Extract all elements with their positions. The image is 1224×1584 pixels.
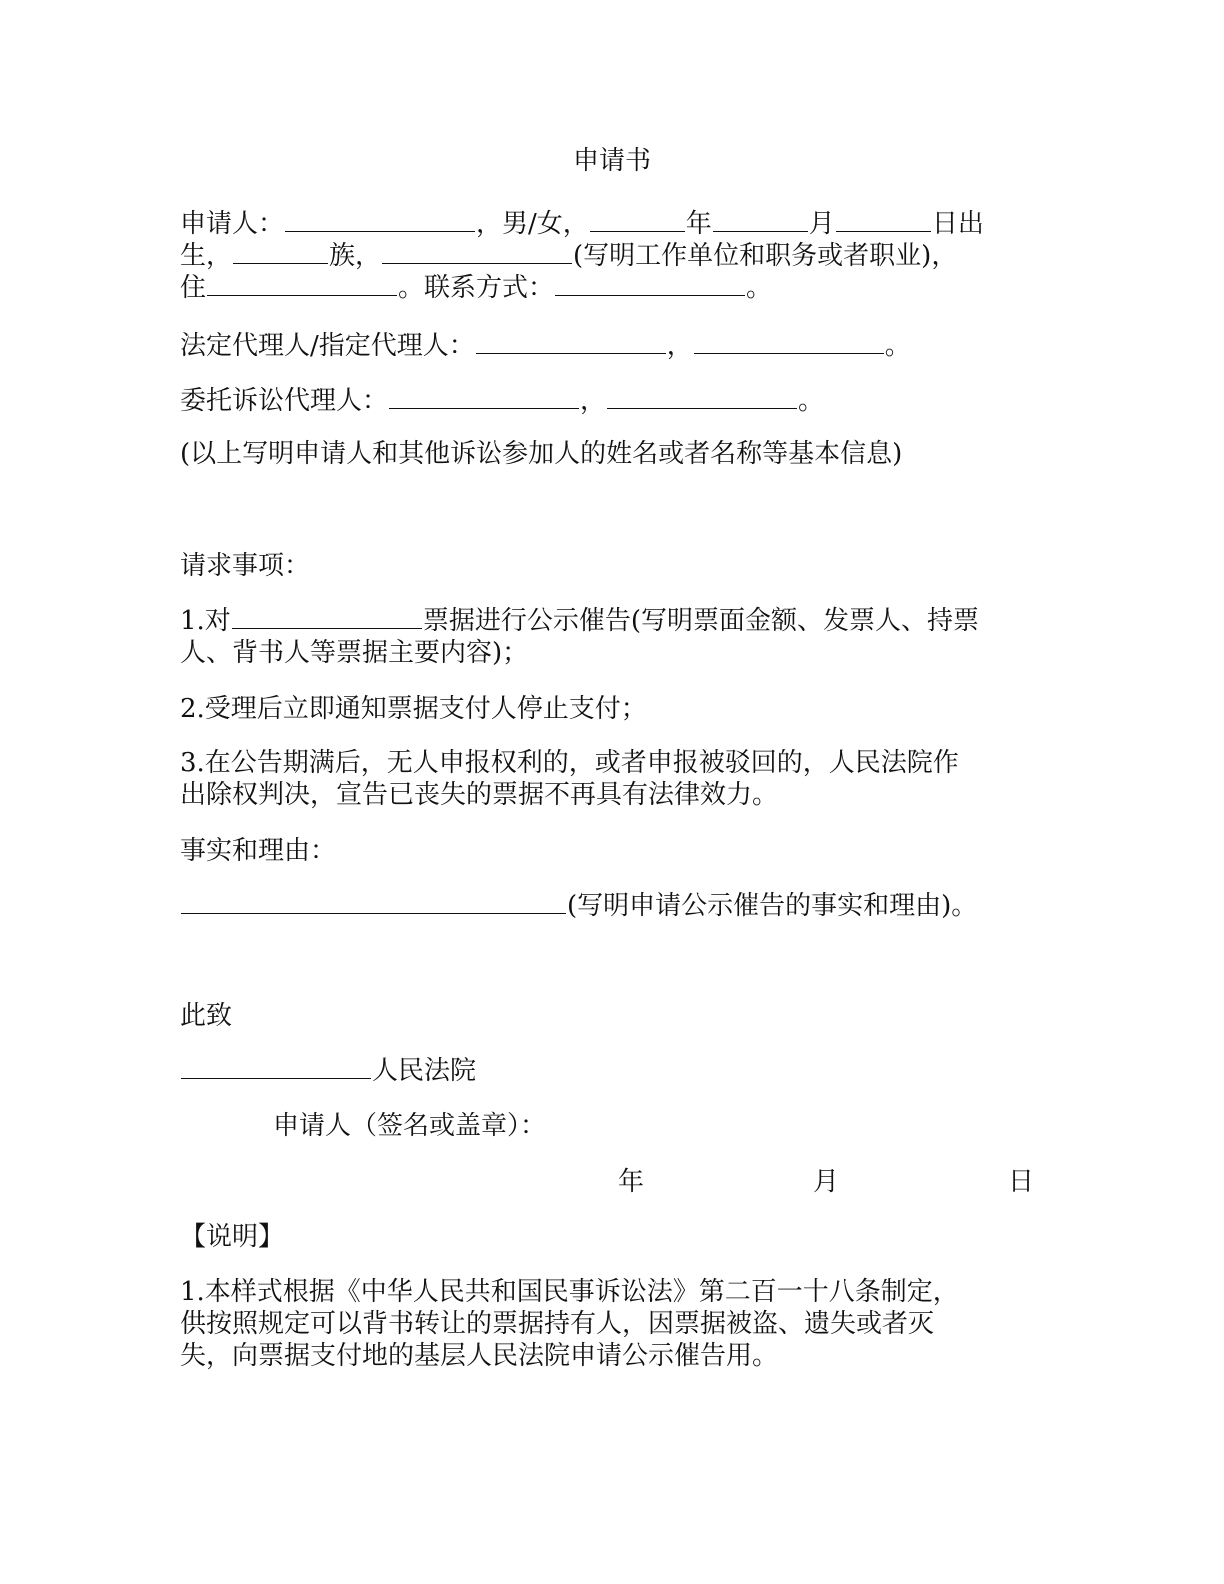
ethnicity-label: 族，	[329, 241, 382, 271]
applicant-name-blank[interactable]	[285, 209, 475, 232]
facts-line	[180, 890, 1060, 922]
request-item-2: 2.受理后立即通知票据支付人停止支付；	[180, 694, 647, 724]
request-item-3-cont: 出除权判决，宣告已丧失的票据不再具有法律效力。	[180, 780, 779, 810]
request-1-prefix: 1.对	[180, 606, 231, 636]
request-item-1	[180, 605, 1060, 637]
date-day-label: 日	[1008, 1167, 1035, 1197]
period: 。	[798, 386, 825, 416]
day-label: 日出	[931, 209, 984, 239]
address-label: 住	[180, 273, 207, 303]
agent-blank-2[interactable]	[607, 386, 797, 409]
period: 。	[884, 331, 911, 361]
facts-blank[interactable]	[181, 891, 566, 914]
explanation-heading: 【说明】	[180, 1222, 285, 1252]
contact-label: 。联系方式：	[398, 273, 555, 303]
requests-heading: 请求事项：	[180, 551, 311, 581]
ethnicity-blank[interactable]	[233, 241, 328, 264]
litigation-agent-line	[180, 385, 1060, 417]
facts-note: (写明申请公示催告的事实和理由)。	[567, 891, 978, 921]
court-line	[180, 1055, 1060, 1087]
month-label: 月	[808, 209, 835, 239]
date-month-label: 月	[813, 1167, 840, 1197]
occupation-hint: (写明工作单位和职务或者职业)，	[573, 241, 958, 271]
birth-label: 生，	[180, 241, 233, 271]
agent-blank-1[interactable]	[389, 386, 579, 409]
court-suffix: 人民法院	[372, 1056, 477, 1086]
applicant-line-3	[180, 272, 1060, 304]
legal-rep-blank-2[interactable]	[694, 331, 884, 354]
agent-label: 委托诉讼代理人：	[180, 386, 389, 416]
gender-label: ，男/女，	[476, 209, 589, 239]
contact-blank[interactable]	[555, 273, 745, 296]
facts-heading: 事实和理由：	[180, 836, 337, 866]
occupation-blank[interactable]	[382, 241, 572, 264]
request-item-1-cont: 人、背书人等票据主要内容)；	[180, 638, 529, 668]
legal-rep-label: 法定代理人/指定代理人：	[180, 331, 475, 361]
birth-month-blank[interactable]	[713, 209, 808, 232]
legal-representative-line	[180, 330, 1060, 362]
year-label: 年	[685, 209, 712, 239]
applicant-line-2	[180, 240, 1060, 272]
birth-year-blank[interactable]	[590, 209, 685, 232]
court-name-blank[interactable]	[181, 1056, 371, 1079]
request-1-text: 票据进行公示催告(写明票面金额、发票人、持票	[422, 606, 979, 636]
comma: ，	[666, 331, 693, 361]
explanation-line-1: 1.本样式根据《中华人民共和国民事诉讼法》第二百一十八条制定，	[180, 1277, 959, 1307]
applicant-line-1	[180, 208, 1060, 240]
parties-note: (以上写明申请人和其他诉讼参加人的姓名或者名称等基本信息)	[180, 439, 903, 469]
period: 。	[746, 273, 773, 303]
signature-line: 申请人（签名或盖章）：	[273, 1111, 547, 1141]
birth-day-blank[interactable]	[836, 209, 931, 232]
salutation: 此致	[180, 1001, 233, 1031]
document-title: 申请书	[572, 146, 651, 176]
date-year-label: 年	[618, 1167, 645, 1197]
legal-rep-blank-1[interactable]	[476, 331, 666, 354]
explanation-line-3: 失，向票据支付地的基层人民法院申请公示催告用。	[180, 1341, 779, 1371]
comma: ，	[580, 386, 607, 416]
address-blank[interactable]	[207, 273, 397, 296]
request-item-3: 3.在公告期满后，无人申报权利的，或者申报被驳回的，人民法院作	[180, 748, 959, 778]
bill-blank[interactable]	[232, 606, 422, 629]
explanation-line-2: 供按照规定可以背书转让的票据持有人，因票据被盗、遗失或者灭	[180, 1309, 935, 1339]
applicant-label: 申请人：	[180, 209, 285, 239]
